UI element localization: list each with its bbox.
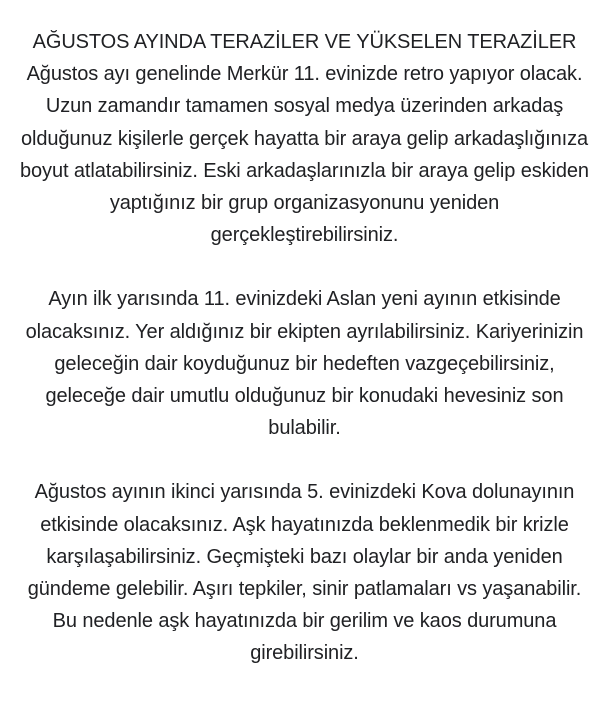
paragraph-line: Ağustos ayı genelinde Merkür 11. evinizde retro yapıyor olacak. [26, 63, 583, 86]
paragraph-line: etkisinde olacaksınız. Aşk hayatınızda beklenmedik bir krizle [40, 513, 569, 536]
paragraph-3 [2, 476, 607, 669]
paragraph-line: olduğunuz kişilerle gerçek hayatta bir araya gelip arkadaşlığınıza [20, 127, 589, 150]
paragraph-line: gündeme gelebilir. Aşırı tepkiler, sinir patlamaları vs yaşanabilir. [27, 578, 582, 601]
paragraph-spacer [2, 444, 607, 476]
paragraph-line: Ağustos ayının ikinci yarısında 5. evinizdeki Kova dolunayının [34, 481, 575, 504]
paragraph-line: boyut atlatabilirsiniz. Eski arkadaşlarınızla bir araya gelip eskiden [20, 159, 589, 182]
paragraph-line: yaptığınız bir grup organizasyonunu yeniden [109, 192, 500, 215]
paragraph-line: olacaksınız. Yer aldığınız bir ekipten ayrılabilirsiniz. Kariyerinizin [25, 320, 584, 343]
paragraph-line: girebilirsiniz. [250, 642, 359, 665]
paragraph-1 [2, 58, 607, 251]
paragraph-spacer [2, 251, 607, 283]
paragraph-line: karşılaşabilirsiniz. Geçmişteki bazı olaylar bir anda yeniden [46, 545, 563, 568]
paragraph-line: Ayın ilk yarısında 11. evinizdeki Aslan yeni ayının etkisinde [48, 288, 561, 311]
paragraph-line: Bu nedenle aşk hayatınızda bir gerilim ve kaos durumuna [52, 610, 557, 633]
paragraph-line: bulabilir. [268, 417, 341, 440]
paragraph-line: Uzun zamandır tamamen sosyal medya üzerinden arkadaş [45, 95, 564, 118]
paragraph-2 [2, 283, 607, 444]
paragraph-line: gerçekleştirebilirsiniz. [210, 224, 399, 247]
paragraph-line: geleceğe dair umutlu olduğunuz bir konudaki hevesiniz son [45, 385, 564, 408]
article-heading: AĞUSTOS AYINDA TERAZİLER VE YÜKSELEN TERAZİLER [32, 31, 577, 53]
paragraph-line: geleceğin dair koyduğunuz bir hedeften vazgeçebilirsiniz, [54, 352, 555, 375]
